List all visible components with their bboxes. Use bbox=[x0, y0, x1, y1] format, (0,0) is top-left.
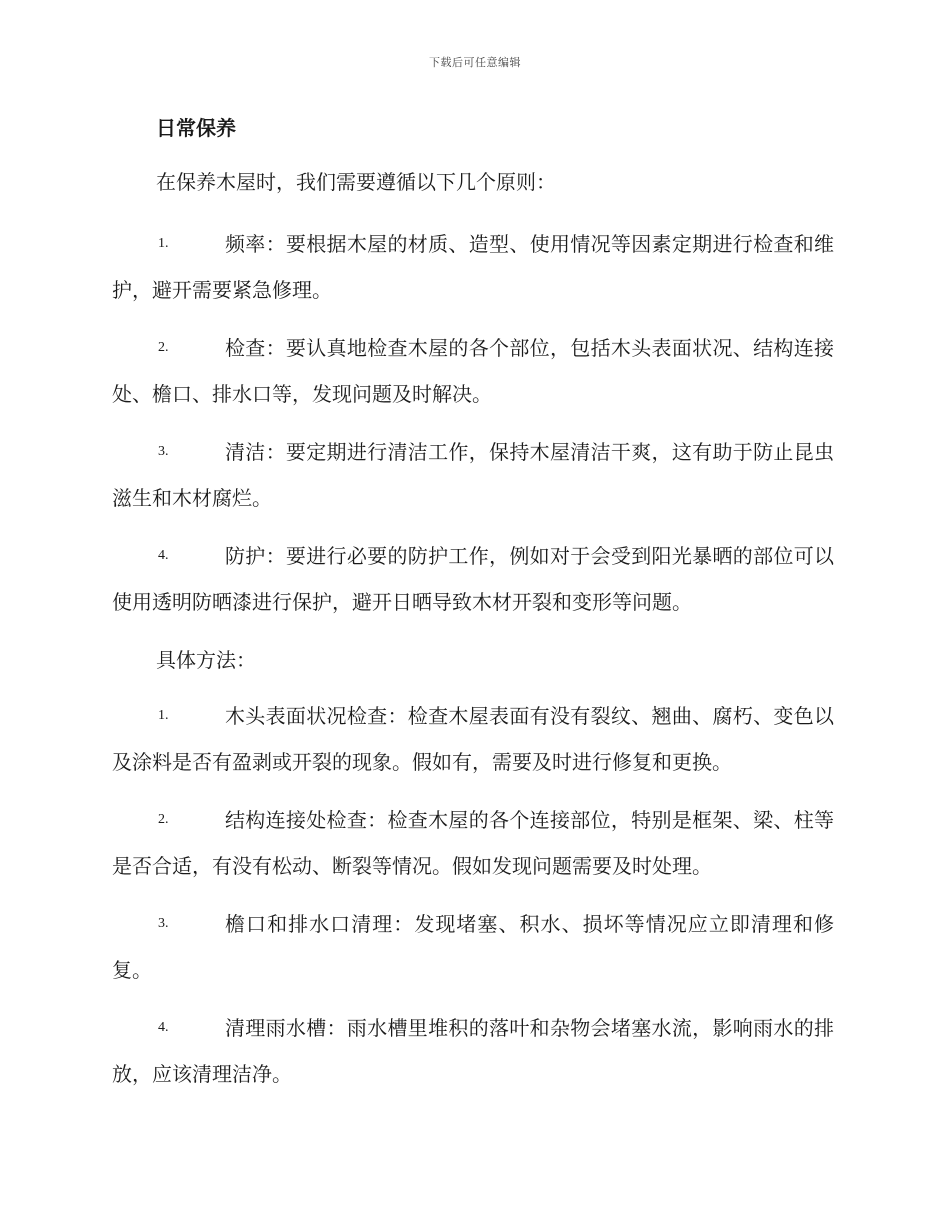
list-item-text: 清理雨水槽：雨水槽里堆积的落叶和杂物会堵塞水流，影响雨水的排放，应该清理洁净。 bbox=[112, 1016, 834, 1086]
list-item-number: 1. bbox=[158, 236, 169, 251]
list-item-text: 频率：要根据木屋的材质、造型、使用情况等因素定期进行检查和维护，避开需要紧急修理。 bbox=[112, 232, 834, 302]
list-item-number: 2. bbox=[158, 340, 169, 355]
list-item-number: 4. bbox=[158, 1020, 169, 1035]
methods-heading: 具体方法： bbox=[156, 648, 256, 672]
list-item-number: 3. bbox=[158, 916, 169, 931]
section-title: 日常保养 bbox=[156, 116, 236, 140]
list-item-text: 防护：要进行必要的防护工作，例如对于会受到阳光暴晒的部位可以使用透明防晒漆进行保护，避开日晒导致木材开裂和变形等问题。 bbox=[112, 544, 834, 614]
list-item bbox=[112, 797, 834, 889]
list-item-text: 木头表面状况检查：检查木屋表面有没有裂纹、翘曲、腐朽、变色以及涂料是否有盈剥或开裂的现象。假如有，需要及时进行修复和更换。 bbox=[112, 704, 834, 774]
list-item bbox=[112, 901, 834, 993]
list-item bbox=[112, 533, 834, 625]
header-note: 下载后可任意编辑 bbox=[429, 56, 521, 69]
intro-paragraph: 在保养木屋时，我们需要遵循以下几个原则： bbox=[156, 170, 556, 194]
list-item-text: 檐口和排水口清理：发现堵塞、积水、损坏等情况应立即清理和修复。 bbox=[112, 912, 834, 982]
list-item-number: 2. bbox=[158, 812, 169, 827]
list-item-text: 检查：要认真地检查木屋的各个部位，包括木头表面状况、结构连接处、檐口、排水口等，发现问题及时解决。 bbox=[112, 336, 834, 406]
methods-list bbox=[112, 693, 834, 1097]
principles-list bbox=[112, 221, 834, 625]
list-item-text: 清洁：要定期进行清洁工作，保持木屋清洁干爽，这有助于防止昆虫滋生和木材腐烂。 bbox=[112, 440, 834, 510]
list-item bbox=[112, 221, 834, 313]
list-item bbox=[112, 429, 834, 521]
document-body bbox=[112, 112, 834, 1109]
list-item-number: 4. bbox=[158, 548, 169, 563]
list-item bbox=[112, 325, 834, 417]
list-item-text: 结构连接处检查：检查木屋的各个连接部位，特别是框架、梁、柱等是否合适，有没有松动、断裂等情况。假如发现问题需要及时处理。 bbox=[112, 808, 834, 878]
list-item-number: 3. bbox=[158, 444, 169, 459]
list-item bbox=[112, 1005, 834, 1097]
list-item-number: 1. bbox=[158, 708, 169, 723]
list-item bbox=[112, 693, 834, 785]
